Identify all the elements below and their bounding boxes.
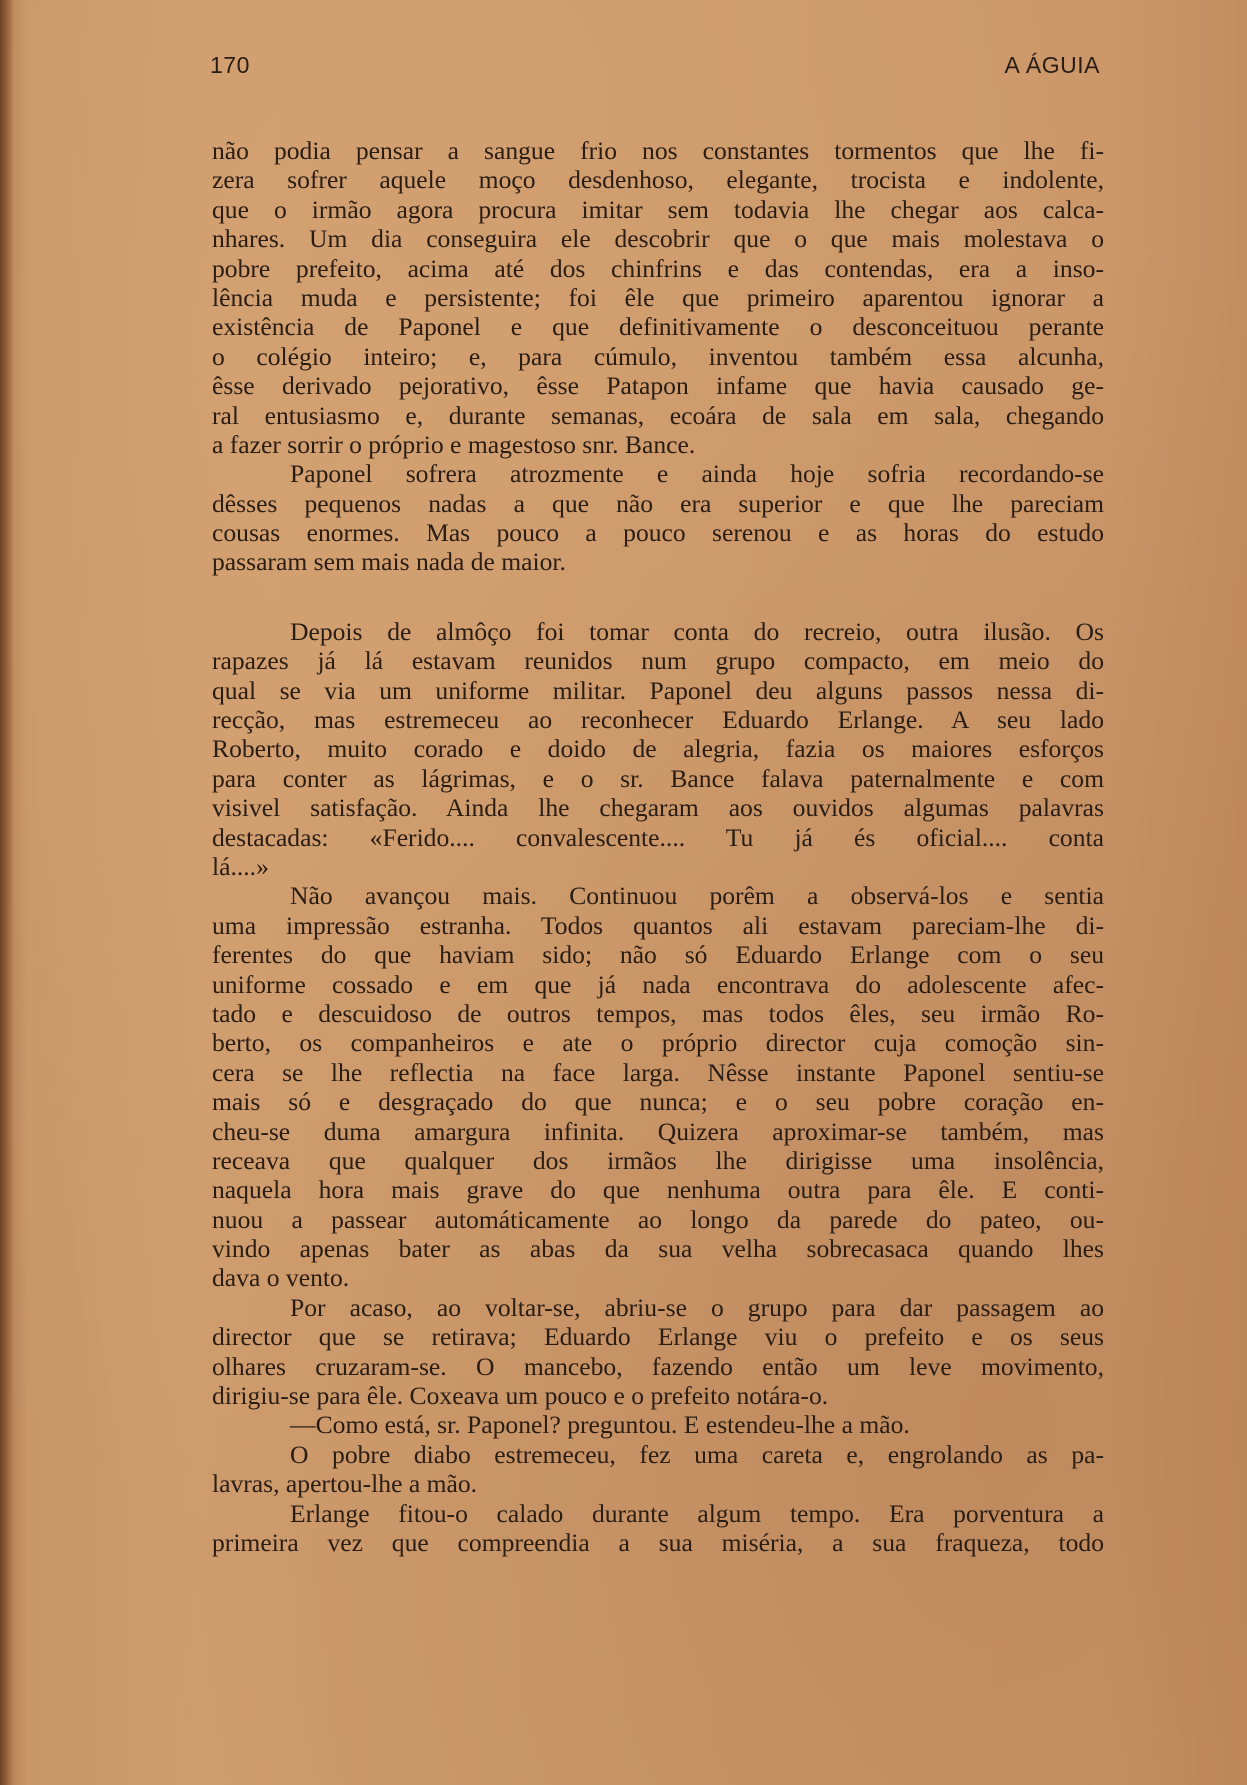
text-line: director que se retirava; Eduardo Erlange viu o prefeito e os seus [212, 1322, 1104, 1352]
text-line: Por acaso, ao voltar-se, abriu-se o grupo para dar passagem ao [290, 1292, 1104, 1322]
text-line: visivel satisfação. Ainda lhe chegaram aos ouvidos algumas palavras [212, 793, 1104, 823]
text-line: ferentes do que haviam sido; não só Eduardo Erlange com o seu [212, 940, 1104, 970]
text-line: primeira vez que compreendia a sua miséria, a sua fraqueza, todo [212, 1527, 1104, 1557]
text-line: o colégio inteiro; e, para cúmulo, inventou também essa alcunha, [212, 341, 1104, 371]
text-line: lência muda e persistente; foi êle que primeiro aparentou ignorar a [212, 282, 1104, 312]
text-line: Depois de almôço foi tomar conta do recreio, outra ilusão. Os [290, 616, 1104, 646]
text-line: dirigiu-se para êle. Coxeava um pouco e o prefeito notára-o. [212, 1381, 829, 1411]
text-line: qual se via um uniforme militar. Paponel deu alguns passos nessa di- [212, 675, 1104, 705]
text-line: cera se lhe reflectia na face larga. Nêsse instante Paponel sentiu-se [212, 1057, 1104, 1087]
text-line: destacadas: «Ferido.... convalescente.... Tu já és oficial.... conta [212, 822, 1104, 852]
text-line: a fazer sorrir o próprio e magestoso snr. Bance. [212, 429, 696, 459]
text-line: —Como está, sr. Paponel? preguntou. E estendeu-lhe a mão. [290, 1410, 910, 1440]
text-line: nhares. Um dia conseguira ele descobrir que o que mais molestava o [212, 224, 1104, 254]
text-line: olhares cruzaram-se. O mancebo, fazendo então um leve movimento, [212, 1351, 1104, 1381]
text-line: naquela hora mais grave do que nenhuma outra para êle. E conti- [212, 1175, 1104, 1205]
text-line: cousas enormes. Mas pouco a pouco serenou e as horas do estudo [212, 518, 1104, 548]
page-number: 170 [210, 52, 250, 78]
text-line: receava que qualquer dos irmãos lhe dirigisse uma insolência, [212, 1145, 1104, 1175]
text-line: tado e descuidoso de outros tempos, mas todos êles, seu irmão Ro- [212, 998, 1104, 1028]
text-line: êsse derivado pejorativo, êsse Patapon infame que havia causado ge- [212, 371, 1104, 401]
text-line: Paponel sofrera atrozmente e ainda hoje sofria recordando-se [290, 459, 1104, 489]
text-line: pobre prefeito, acima até dos chinfrins e das contendas, era a inso- [212, 253, 1104, 283]
text-line: mais só e desgraçado do que nunca; e o seu pobre coração en- [212, 1087, 1104, 1117]
body-text [212, 136, 1104, 1557]
text-line: lavras, apertou-lhe a mão. [212, 1469, 478, 1499]
page-binding-edge [0, 0, 14, 1785]
text-line: rapazes já lá estavam reunidos num grupo compacto, em meio do [212, 646, 1104, 676]
section-break [212, 577, 1104, 617]
text-line: vindo apenas bater as abas da sua velha sobrecasaca quando lhes [212, 1234, 1104, 1264]
text-line: Erlange fitou-o calado durante algum tempo. Era porventura a [290, 1498, 1104, 1528]
text-line: passaram sem mais nada de maior. [212, 547, 566, 577]
text-line: Não avançou mais. Continuou porêm a observá-los e sentia [290, 881, 1104, 911]
text-line: O pobre diabo estremeceu, fez uma careta e, engrolando as pa- [290, 1439, 1104, 1469]
text-line: para conter as lágrimas, e o sr. Bance falava paternalmente e com [212, 763, 1104, 793]
text-line: uma impressão estranha. Todos quantos ali estavam pareciam-lhe di- [212, 910, 1104, 940]
text-line: que o irmão agora procura imitar sem todavia lhe chegar aos calca- [212, 194, 1104, 224]
text-line: berto, os companheiros e ate o próprio director cuja comoção sin- [212, 1028, 1104, 1058]
page-header [210, 52, 1100, 86]
text-line: zera sofrer aquele moço desdenhoso, elegante, trocista e indolente, [212, 165, 1104, 195]
text-line: lá....» [212, 851, 269, 881]
text-line: não podia pensar a sangue frio nos constantes tormentos que lhe fi- [212, 136, 1104, 165]
text-line: dava o vento. [212, 1263, 350, 1293]
text-line: uniforme cossado e em que já nada encontrava do adolescente afec- [212, 969, 1104, 999]
text-line: cheu-se duma amargura infinita. Quizera aproximar-se também, mas [212, 1116, 1104, 1146]
text-line: dêsses pequenos nadas a que não era superior e que lhe pareciam [212, 488, 1104, 518]
text-line: Roberto, muito corado e doido de alegria, fazia os maiores esforços [212, 734, 1104, 764]
text-line: ral entusiasmo e, durante semanas, ecoára de sala em sala, chegando [212, 400, 1104, 430]
running-head: A ÁGUIA [1004, 52, 1100, 78]
text-line: existência de Paponel e que definitivamente o desconceituou perante [212, 312, 1104, 342]
text-line: recção, mas estremeceu ao reconhecer Eduardo Erlange. A seu lado [212, 705, 1104, 735]
text-line: nuou a passear automáticamente ao longo da parede do pateo, ou- [212, 1204, 1104, 1234]
